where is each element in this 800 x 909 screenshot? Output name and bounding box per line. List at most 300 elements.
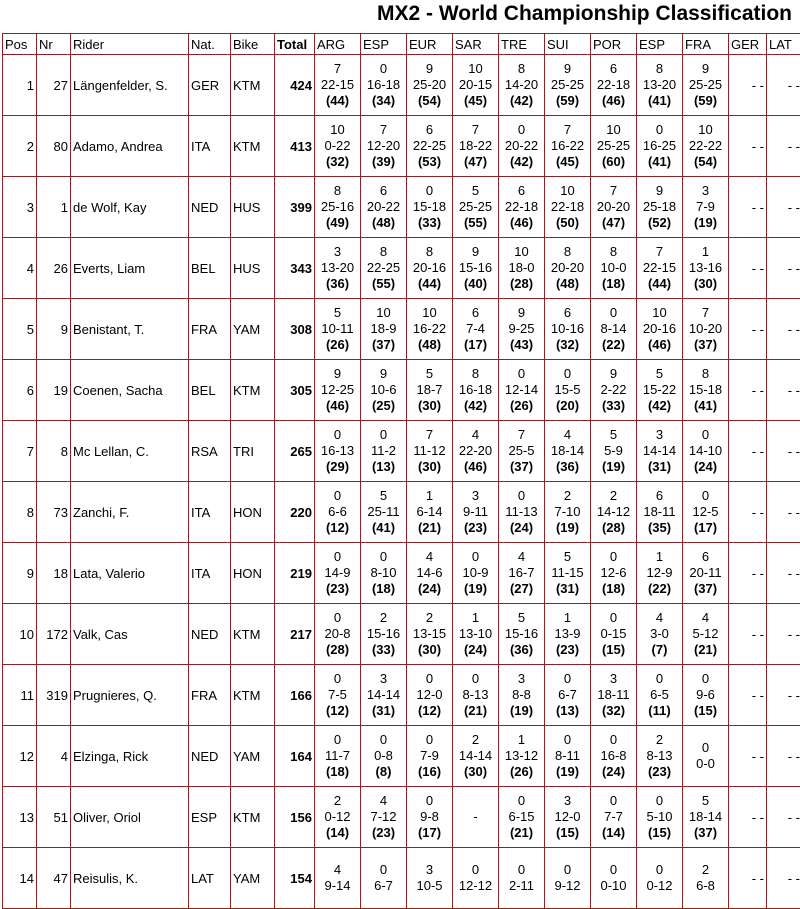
number-cell: 319	[37, 665, 71, 726]
race-points: (37)	[685, 337, 726, 353]
race-cell	[499, 238, 545, 299]
empty-race-cell: - -	[729, 238, 767, 299]
race-position: 9	[455, 244, 496, 260]
race-results: 20-16	[409, 260, 450, 276]
race-cell	[545, 726, 591, 787]
race-cell	[361, 177, 407, 238]
race-points: (22)	[639, 581, 680, 597]
race-position: 0	[317, 671, 358, 687]
race-cell	[637, 482, 683, 543]
total-cell: 305	[275, 360, 315, 421]
race-cell	[637, 543, 683, 604]
race-cell	[407, 360, 453, 421]
race-points: (34)	[363, 93, 404, 109]
race-results: 20-22	[363, 199, 404, 215]
race-points: (21)	[409, 520, 450, 536]
race-results: 11-2	[363, 443, 404, 459]
race-position: 0	[685, 488, 726, 504]
empty-race-cell: - -	[767, 726, 800, 787]
race-points: (41)	[685, 398, 726, 414]
number-cell: 27	[37, 55, 71, 116]
race-points: (33)	[593, 398, 634, 414]
race-points: (40)	[455, 276, 496, 292]
race-position: 4	[639, 610, 680, 626]
race-position: 4	[547, 427, 588, 443]
race-results: 18-7	[409, 382, 450, 398]
race-results: 14-14	[455, 748, 496, 764]
race-points: (30)	[409, 459, 450, 475]
race-points: (45)	[547, 154, 588, 170]
race-cell	[637, 848, 683, 909]
race-cell	[637, 116, 683, 177]
empty-race-cell: - -	[767, 116, 800, 177]
race-cell	[499, 360, 545, 421]
race-cell	[407, 421, 453, 482]
race-points: (54)	[409, 93, 450, 109]
race-points: (14)	[593, 825, 634, 841]
race-points: (26)	[317, 337, 358, 353]
race-position: 0	[593, 862, 634, 878]
race-cell	[453, 55, 499, 116]
race-cell	[499, 177, 545, 238]
race-results: 0-12	[317, 809, 358, 825]
race-results: 12-20	[363, 138, 404, 154]
race-position: 8	[455, 366, 496, 382]
bike-cell: KTM	[231, 787, 275, 848]
race-position: 0	[501, 862, 542, 878]
race-results: 15-16	[501, 626, 542, 642]
race-results: 13-12	[501, 748, 542, 764]
position-cell: 12	[3, 726, 37, 787]
race-cell	[499, 299, 545, 360]
race-position: 3	[455, 488, 496, 504]
position-cell: 6	[3, 360, 37, 421]
race-position: 9	[685, 61, 726, 77]
race-results: 8-13	[455, 687, 496, 703]
race-results: 12-12	[455, 878, 496, 894]
race-position: 0	[593, 549, 634, 565]
race-cell	[683, 604, 729, 665]
rider-cell: Coenen, Sacha	[71, 360, 189, 421]
race-cell	[591, 604, 637, 665]
race-points: (11)	[639, 703, 680, 719]
race-points: (41)	[363, 520, 404, 536]
race-position: 5	[317, 305, 358, 321]
race-cell	[361, 421, 407, 482]
race-results: 9-11	[455, 504, 496, 520]
race-position: 7	[363, 122, 404, 138]
race-cell	[315, 787, 361, 848]
race-results: 25-25	[455, 199, 496, 215]
race-results: 20-20	[593, 199, 634, 215]
race-points: (24)	[593, 764, 634, 780]
race-cell	[453, 543, 499, 604]
race-cell	[453, 421, 499, 482]
race-points: (15)	[547, 825, 588, 841]
bike-cell: HUS	[231, 177, 275, 238]
race-position: 6	[593, 61, 634, 77]
race-cell	[591, 787, 637, 848]
total-cell: 217	[275, 604, 315, 665]
race-results: 25-16	[317, 199, 358, 215]
race-cell	[453, 787, 499, 848]
race-cell	[637, 421, 683, 482]
race-cell	[499, 55, 545, 116]
empty-race-cell: - -	[767, 787, 800, 848]
nationality-cell: NED	[189, 726, 231, 787]
race-position: 1	[501, 732, 542, 748]
race-position: 5	[409, 366, 450, 382]
header-race: SUI	[545, 34, 591, 55]
race-points: (55)	[363, 276, 404, 292]
rider-cell: Prugnieres, Q.	[71, 665, 189, 726]
race-position: 6	[455, 305, 496, 321]
race-cell	[545, 238, 591, 299]
race-points: (17)	[685, 520, 726, 536]
race-cell	[545, 482, 591, 543]
table-row	[3, 665, 800, 726]
race-position: 10	[317, 122, 358, 138]
race-cell	[591, 726, 637, 787]
race-points: (39)	[363, 154, 404, 170]
rider-cell: Valk, Cas	[71, 604, 189, 665]
race-points: (41)	[639, 93, 680, 109]
race-cell	[407, 116, 453, 177]
race-results: 6-5	[639, 687, 680, 703]
bike-cell: YAM	[231, 848, 275, 909]
race-results: 12-9	[639, 565, 680, 581]
race-position: 3	[501, 671, 542, 687]
race-position: 3	[363, 671, 404, 687]
race-results: 25-11	[363, 504, 404, 520]
empty-race-cell: - -	[729, 421, 767, 482]
race-points: (60)	[593, 154, 634, 170]
race-position: 0	[363, 732, 404, 748]
race-position: 0	[409, 183, 450, 199]
race-results: 7-10	[547, 504, 588, 520]
race-cell	[407, 299, 453, 360]
race-cell	[499, 787, 545, 848]
race-cell	[499, 116, 545, 177]
race-results: 12-0	[409, 687, 450, 703]
race-position: 0	[501, 488, 542, 504]
race-points: (18)	[317, 764, 358, 780]
race-position: 8	[685, 366, 726, 382]
race-points: (46)	[317, 398, 358, 414]
empty-race-cell: - -	[767, 238, 800, 299]
rider-cell: Reisulis, K.	[71, 848, 189, 909]
race-position: 1	[685, 244, 726, 260]
race-position: 4	[409, 549, 450, 565]
race-position: 8	[547, 244, 588, 260]
race-position: 1	[409, 488, 450, 504]
position-cell: 2	[3, 116, 37, 177]
race-results: 13-20	[317, 260, 358, 276]
race-results: 8-13	[639, 748, 680, 764]
total-cell: 156	[275, 787, 315, 848]
race-points: (14)	[317, 825, 358, 841]
race-position: 9	[501, 305, 542, 321]
race-results: 14-9	[317, 565, 358, 581]
race-cell	[637, 726, 683, 787]
rider-cell: Benistant, T.	[71, 299, 189, 360]
race-position: 8	[317, 183, 358, 199]
race-position: 8	[593, 244, 634, 260]
race-cell	[545, 360, 591, 421]
race-results: 16-8	[593, 748, 634, 764]
bike-cell: YAM	[231, 726, 275, 787]
rider-cell: Elzinga, Rick	[71, 726, 189, 787]
race-results: 15-22	[639, 382, 680, 398]
race-results: 18-14	[685, 809, 726, 825]
race-cell	[453, 604, 499, 665]
race-points: (46)	[501, 215, 542, 231]
race-position: 5	[455, 183, 496, 199]
race-results: 25-5	[501, 443, 542, 459]
table-row	[3, 299, 800, 360]
race-points: (15)	[685, 703, 726, 719]
race-results: 12-0	[547, 809, 588, 825]
race-points: (18)	[593, 276, 634, 292]
race-results: 7-5	[317, 687, 358, 703]
header-race: ESP	[361, 34, 407, 55]
header-bike: Bike	[231, 34, 275, 55]
race-cell	[683, 116, 729, 177]
race-results: 0-10	[593, 878, 634, 894]
race-cell	[407, 238, 453, 299]
empty-race-cell: - -	[729, 665, 767, 726]
race-cell	[545, 421, 591, 482]
race-cell	[683, 55, 729, 116]
table-row	[3, 177, 800, 238]
race-points: (37)	[363, 337, 404, 353]
rider-cell: Everts, Liam	[71, 238, 189, 299]
race-results: 8-14	[593, 321, 634, 337]
race-points: (44)	[409, 276, 450, 292]
race-position: 0	[685, 427, 726, 443]
race-results: 16-18	[455, 382, 496, 398]
empty-race-cell: - -	[767, 482, 800, 543]
race-points: (26)	[501, 398, 542, 414]
race-points: (46)	[593, 93, 634, 109]
race-cell	[637, 177, 683, 238]
header-nat: Nat.	[189, 34, 231, 55]
race-results: 14-20	[501, 77, 542, 93]
bike-cell: KTM	[231, 665, 275, 726]
race-position: 2	[685, 862, 726, 878]
race-cell	[683, 177, 729, 238]
empty-race-cell: - -	[767, 299, 800, 360]
table-row	[3, 360, 800, 421]
race-cell	[315, 848, 361, 909]
total-cell: 220	[275, 482, 315, 543]
empty-race-cell: - -	[729, 177, 767, 238]
race-cell	[499, 726, 545, 787]
position-cell: 9	[3, 543, 37, 604]
race-cell	[545, 787, 591, 848]
race-points: (30)	[455, 764, 496, 780]
race-cell	[361, 848, 407, 909]
position-cell: 1	[3, 55, 37, 116]
number-cell: 1	[37, 177, 71, 238]
total-cell: 154	[275, 848, 315, 909]
race-cell	[499, 848, 545, 909]
bike-cell: KTM	[231, 360, 275, 421]
number-cell: 9	[37, 299, 71, 360]
empty-race-cell: - -	[767, 665, 800, 726]
race-results: 8-11	[547, 748, 588, 764]
race-position: 3	[317, 244, 358, 260]
race-position: 0	[317, 488, 358, 504]
race-results: 10-9	[455, 565, 496, 581]
empty-race-cell: - -	[767, 55, 800, 116]
race-position: 3	[685, 183, 726, 199]
race-position: 0	[639, 862, 680, 878]
table-row	[3, 848, 800, 909]
race-cell	[453, 116, 499, 177]
race-results: 5-9	[593, 443, 634, 459]
race-points: (33)	[409, 215, 450, 231]
race-points: (30)	[409, 398, 450, 414]
race-points: (24)	[455, 642, 496, 658]
race-results: 0-0	[685, 756, 726, 772]
total-cell: 343	[275, 238, 315, 299]
race-results: 6-14	[409, 504, 450, 520]
race-results: 15-5	[547, 382, 588, 398]
header-race: SAR	[453, 34, 499, 55]
race-position: 8	[409, 244, 450, 260]
race-results: 18-22	[455, 138, 496, 154]
empty-race-cell: - -	[767, 421, 800, 482]
race-results: 12-6	[593, 565, 634, 581]
race-cell	[407, 665, 453, 726]
race-position: 0	[455, 671, 496, 687]
number-cell: 18	[37, 543, 71, 604]
race-position: 10	[639, 305, 680, 321]
race-cell	[315, 299, 361, 360]
race-points: (44)	[639, 276, 680, 292]
race-results: 14-10	[685, 443, 726, 459]
race-results: 7-9	[685, 199, 726, 215]
race-position: 0	[547, 671, 588, 687]
race-position: 6	[639, 488, 680, 504]
race-position: 3	[593, 671, 634, 687]
race-points: (45)	[455, 93, 496, 109]
bike-cell: KTM	[231, 604, 275, 665]
nationality-cell: GER	[189, 55, 231, 116]
page-title: MX2 - World Championship Classification	[377, 2, 792, 26]
position-cell: 10	[3, 604, 37, 665]
race-points: (32)	[593, 703, 634, 719]
race-cell	[453, 726, 499, 787]
race-results: -	[455, 809, 496, 825]
race-points: (19)	[685, 215, 726, 231]
total-cell: 265	[275, 421, 315, 482]
total-cell: 413	[275, 116, 315, 177]
race-position: 0	[639, 122, 680, 138]
race-cell	[407, 55, 453, 116]
race-position: 2	[455, 732, 496, 748]
race-cell	[591, 238, 637, 299]
race-cell	[683, 848, 729, 909]
race-points: (13)	[547, 703, 588, 719]
race-position: 0	[409, 732, 450, 748]
race-points: (52)	[639, 215, 680, 231]
race-cell	[683, 360, 729, 421]
race-points: (7)	[639, 642, 680, 658]
race-points: (42)	[455, 398, 496, 414]
nationality-cell: NED	[189, 604, 231, 665]
race-results: 5-12	[685, 626, 726, 642]
race-points: (15)	[593, 642, 634, 658]
race-cell	[545, 543, 591, 604]
rider-cell: Mc Lellan, C.	[71, 421, 189, 482]
race-position: 7	[455, 122, 496, 138]
position-cell: 8	[3, 482, 37, 543]
race-cell	[683, 543, 729, 604]
race-results: 18-11	[593, 687, 634, 703]
race-points: (48)	[547, 276, 588, 292]
race-cell	[361, 238, 407, 299]
total-cell: 164	[275, 726, 315, 787]
nationality-cell: FRA	[189, 665, 231, 726]
race-position: 0	[501, 793, 542, 809]
race-position: 1	[639, 549, 680, 565]
race-results: 10-11	[317, 321, 358, 337]
nationality-cell: NED	[189, 177, 231, 238]
header-race: LAT	[767, 34, 800, 55]
race-position: 0	[593, 793, 634, 809]
race-position: 0	[363, 427, 404, 443]
nationality-cell: RSA	[189, 421, 231, 482]
race-cell	[591, 848, 637, 909]
number-cell: 51	[37, 787, 71, 848]
empty-race-cell: - -	[729, 299, 767, 360]
race-position: 0	[547, 862, 588, 878]
race-cell	[361, 299, 407, 360]
race-cell	[407, 482, 453, 543]
race-cell	[591, 543, 637, 604]
race-results: 25-20	[409, 77, 450, 93]
race-points: (33)	[363, 642, 404, 658]
race-position: 3	[547, 793, 588, 809]
race-results: 13-16	[685, 260, 726, 276]
race-position: 2	[593, 488, 634, 504]
race-cell	[315, 543, 361, 604]
race-cell	[545, 848, 591, 909]
race-results: 16-25	[639, 138, 680, 154]
table-row	[3, 604, 800, 665]
race-results: 15-16	[455, 260, 496, 276]
race-position: 0	[593, 610, 634, 626]
race-points: (47)	[593, 215, 634, 231]
race-position: 0	[685, 740, 726, 756]
race-cell	[453, 482, 499, 543]
race-points: (19)	[455, 581, 496, 597]
race-position: 4	[317, 862, 358, 878]
race-points: (24)	[501, 520, 542, 536]
header-race: GER	[729, 34, 767, 55]
race-points: (50)	[547, 215, 588, 231]
race-points: (48)	[363, 215, 404, 231]
nationality-cell: LAT	[189, 848, 231, 909]
race-cell	[637, 360, 683, 421]
table-row	[3, 238, 800, 299]
number-cell: 8	[37, 421, 71, 482]
race-position: 2	[317, 793, 358, 809]
bike-cell: HUS	[231, 238, 275, 299]
race-position: 9	[317, 366, 358, 382]
